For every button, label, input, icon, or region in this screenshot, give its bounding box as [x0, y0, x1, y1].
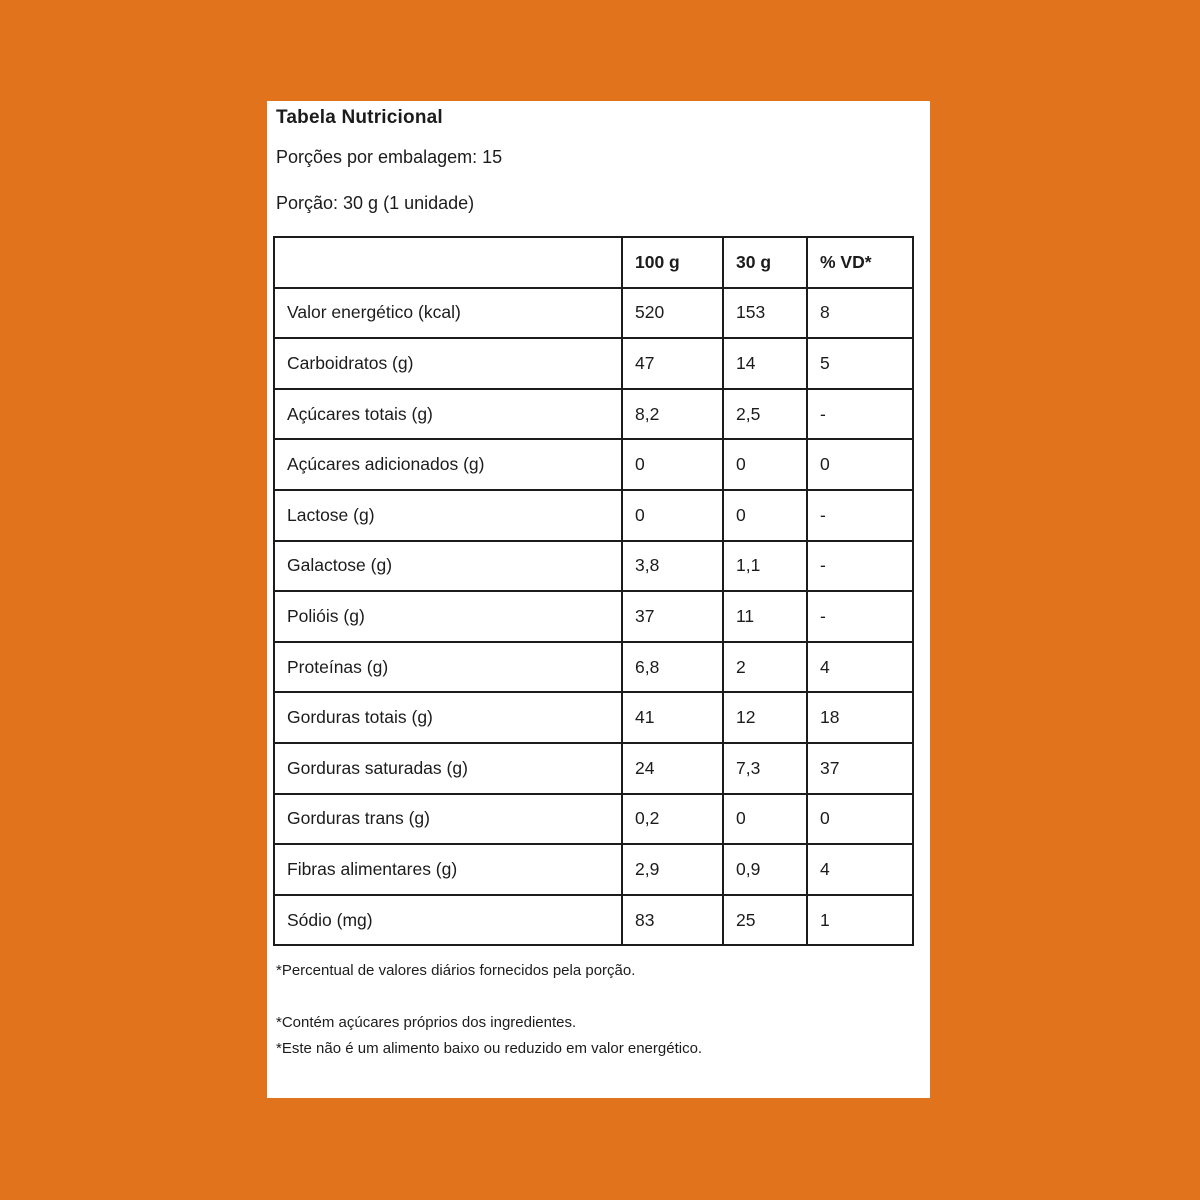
- table-row: [274, 389, 913, 440]
- nutrient-label: Carboidratos (g): [274, 338, 622, 389]
- nutrient-label: Gorduras trans (g): [274, 794, 622, 845]
- nutrient-label: Sódio (mg): [274, 895, 622, 946]
- value-per-30g: 2: [723, 642, 807, 693]
- value-percent-vd: 4: [807, 642, 913, 693]
- table-row: [274, 439, 913, 490]
- value-per-30g: 14: [723, 338, 807, 389]
- value-per-30g: 0: [723, 490, 807, 541]
- value-percent-vd: 5: [807, 338, 913, 389]
- servings-per-package-line: Porções por embalagem: 15: [276, 146, 503, 167]
- table-row: [274, 591, 913, 642]
- value-per-100g: 3,8: [622, 541, 723, 592]
- value-percent-vd: -: [807, 389, 913, 440]
- header-per-30g: 30 g: [723, 237, 807, 288]
- value-per-100g: 2,9: [622, 844, 723, 895]
- footnote-not-low-energy: *Este não é um alimento baixo ou reduzido em valor energético.: [276, 1039, 703, 1057]
- value-percent-vd: 8: [807, 288, 913, 339]
- nutrient-label: Galactose (g): [274, 541, 622, 592]
- value-percent-vd: 4: [807, 844, 913, 895]
- value-per-30g: 0: [723, 794, 807, 845]
- table-row: [274, 541, 913, 592]
- header-nutrient: [274, 237, 622, 288]
- value-per-100g: 37: [622, 591, 723, 642]
- value-per-30g: 153: [723, 288, 807, 339]
- value-per-100g: 0: [622, 439, 723, 490]
- nutrition-table: [273, 236, 914, 946]
- value-per-100g: 83: [622, 895, 723, 946]
- table-row: [274, 844, 913, 895]
- value-percent-vd: 0: [807, 794, 913, 845]
- value-per-30g: 25: [723, 895, 807, 946]
- value-percent-vd: -: [807, 541, 913, 592]
- nutrient-label: Açúcares totais (g): [274, 389, 622, 440]
- page-title: Tabela Nutricional: [276, 107, 443, 128]
- value-percent-vd: 1: [807, 895, 913, 946]
- nutrient-label: Valor energético (kcal): [274, 288, 622, 339]
- table-header-row: [274, 237, 913, 288]
- table-row: [274, 794, 913, 845]
- value-per-30g: 7,3: [723, 743, 807, 794]
- footnote-percent-daily-values: *Percentual de valores diários fornecidos pela porção.: [276, 962, 636, 980]
- footnote-contains-sugars: *Contém açúcares próprios dos ingredientes.: [276, 1014, 577, 1032]
- value-per-100g: 520: [622, 288, 723, 339]
- value-per-30g: 2,5: [723, 389, 807, 440]
- value-per-30g: 11: [723, 591, 807, 642]
- table-row: [274, 288, 913, 339]
- header-percent-vd: % VD*: [807, 237, 913, 288]
- nutrient-label: Gorduras totais (g): [274, 692, 622, 743]
- value-percent-vd: 0: [807, 439, 913, 490]
- table-row: [274, 692, 913, 743]
- table-row: [274, 338, 913, 389]
- value-per-30g: 12: [723, 692, 807, 743]
- table-row: [274, 642, 913, 693]
- value-per-30g: 1,1: [723, 541, 807, 592]
- value-per-30g: 0: [723, 439, 807, 490]
- value-per-30g: 0,9: [723, 844, 807, 895]
- value-per-100g: 47: [622, 338, 723, 389]
- table-row: [274, 895, 913, 946]
- value-per-100g: 0,2: [622, 794, 723, 845]
- table-row: [274, 490, 913, 541]
- value-percent-vd: 37: [807, 743, 913, 794]
- table-row: [274, 743, 913, 794]
- value-per-100g: 6,8: [622, 642, 723, 693]
- value-percent-vd: 18: [807, 692, 913, 743]
- nutrient-label: Polióis (g): [274, 591, 622, 642]
- value-per-100g: 24: [622, 743, 723, 794]
- header-per-100g: 100 g: [622, 237, 723, 288]
- value-per-100g: 41: [622, 692, 723, 743]
- nutrient-label: Lactose (g): [274, 490, 622, 541]
- value-percent-vd: -: [807, 490, 913, 541]
- value-percent-vd: -: [807, 591, 913, 642]
- portion-size-line: Porção: 30 g (1 unidade): [276, 193, 475, 214]
- nutrient-label: Gorduras saturadas (g): [274, 743, 622, 794]
- nutrient-label: Açúcares adicionados (g): [274, 439, 622, 490]
- nutrient-label: Proteínas (g): [274, 642, 622, 693]
- nutrition-label-panel: [267, 101, 930, 1098]
- nutrient-label: Fibras alimentares (g): [274, 844, 622, 895]
- value-per-100g: 8,2: [622, 389, 723, 440]
- value-per-100g: 0: [622, 490, 723, 541]
